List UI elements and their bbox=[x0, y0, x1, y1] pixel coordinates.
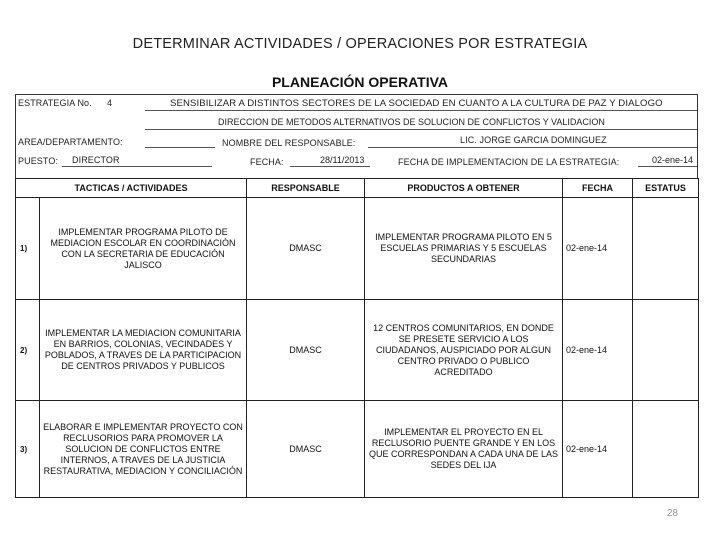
row-number: 2) bbox=[16, 300, 40, 401]
estrategia-description: SENSIBILIZAR A DISTINTOS SECTORES DE LA SOCIEDAD EN CUANTO A LA CULTURA DE PAZ Y DIALOGO bbox=[170, 98, 663, 109]
header-right-border bbox=[697, 94, 698, 178]
responsable-value: LIC. JORGE GARCIA DOMINGUEZ bbox=[460, 135, 607, 145]
column-header-estatus: ESTATUS bbox=[633, 179, 699, 198]
estrategia-label: ESTRATEGIA No. bbox=[18, 98, 92, 108]
column-header-responsable: RESPONSABLE bbox=[247, 179, 365, 198]
estrategia-number: 4 bbox=[107, 98, 113, 108]
responsable-cell: DMASC bbox=[247, 300, 365, 401]
estatus-cell bbox=[633, 300, 699, 401]
area-underline bbox=[145, 147, 215, 148]
actividad-cell: IMPLEMENTAR LA MEDIACION COMUNITARIA EN BARRIOS, COLONIAS, VECINDADES Y POBLADOS, A TRAVES DE LA PARTICIPACION DE CENTROS PRIVADOS Y PUBLICOS bbox=[40, 300, 247, 401]
fecha-value: 28/11/2013 bbox=[320, 155, 365, 165]
document-title: DETERMINAR ACTIVIDADES / OPERACIONES POR ESTRATEGIA bbox=[132, 36, 588, 52]
direccion-underline bbox=[145, 129, 697, 130]
producto-cell: IMPLEMENTAR EL PROYECTO EN EL RECLUSORIO PUENTE GRANDE Y EN LOS QUE CORRESPONDAN A CADA UNA DE LAS SEDES DEL IJA bbox=[365, 401, 563, 498]
producto-cell: IMPLEMENTAR PROGRAMA PILOTO EN 5 ESCUELAS PRIMARIAS Y 5 ESCUELAS SECUNDARIAS bbox=[365, 198, 563, 300]
fecha-implementacion-label: FECHA DE IMPLEMENTACION DE LA ESTRATEGIA: bbox=[398, 157, 620, 167]
estatus-cell bbox=[633, 198, 699, 300]
fecha-underline bbox=[290, 166, 370, 167]
fecha-implementacion-underline bbox=[638, 166, 697, 167]
table-row bbox=[16, 198, 699, 300]
section-title: PLANEACIÓN OPERATIVA bbox=[271, 74, 449, 90]
area-label: AREA/DEPARTAMENTO: bbox=[18, 137, 123, 147]
header-left-border bbox=[15, 94, 16, 178]
responsable-underline bbox=[368, 147, 697, 148]
column-header-productos: PRODUCTOS A OBTENER bbox=[365, 179, 563, 198]
column-header-fecha: FECHA bbox=[563, 179, 633, 198]
row-number: 1) bbox=[16, 198, 40, 300]
producto-cell: 12 CENTROS COMUNITARIOS, EN DONDE SE PRESETE SERVICIO A LOS CIUDADANOS, AUSPICIADO POR ALGUN CENTRO PRIVADO O PUBLICO ACREDITADO bbox=[365, 300, 563, 401]
fecha-cell: 02-ene-14 bbox=[563, 198, 633, 300]
puesto-underline bbox=[62, 166, 212, 167]
puesto-label: PUESTO: bbox=[18, 156, 59, 166]
puesto-value: DIRECTOR bbox=[72, 155, 120, 165]
fecha-implementacion-value: 02-ene-14 bbox=[652, 155, 694, 165]
page-number: 28 bbox=[666, 508, 678, 519]
actividad-cell: ELABORAR E IMPLEMENTAR PROYECTO CON RECLUSORIOS PARA PROMOVER LA SOLUCION DE CONFLICTOS ENTRE INTERNOS, A TRAVES DE LA JUSTICIA RESTAURATIVA, MEDIACION Y CONCILIACIÓN bbox=[40, 401, 247, 498]
header-top-border bbox=[15, 94, 698, 95]
responsable-cell: DMASC bbox=[247, 198, 365, 300]
table-row bbox=[16, 401, 699, 498]
responsable-cell: DMASC bbox=[247, 401, 365, 498]
responsable-label: NOMBRE DEL RESPONSABLE: bbox=[222, 138, 356, 148]
fecha-cell: 02-ene-14 bbox=[563, 401, 633, 498]
table-header-row bbox=[16, 179, 699, 198]
estrategia-underline bbox=[145, 110, 697, 111]
row-number: 3) bbox=[16, 401, 40, 498]
activities-table bbox=[15, 178, 699, 498]
direccion-text: DIRECCION DE METODOS ALTERNATIVOS DE SOLUCION DE CONFLICTOS Y VALIDACION bbox=[218, 117, 605, 127]
estatus-cell bbox=[633, 401, 699, 498]
actividad-cell: IMPLEMENTAR PROGRAMA PILOTO DE MEDIACION ESCOLAR EN COORDINACIÓN CON LA SECRETARIA DE EDUCACIÓN JALISCO bbox=[40, 198, 247, 300]
column-header-tacticas: TACTICAS / ACTIVIDADES bbox=[16, 179, 247, 198]
fecha-cell: 02-ene-14 bbox=[563, 300, 633, 401]
table-row bbox=[16, 300, 699, 401]
fecha-label: FECHA: bbox=[250, 157, 284, 167]
